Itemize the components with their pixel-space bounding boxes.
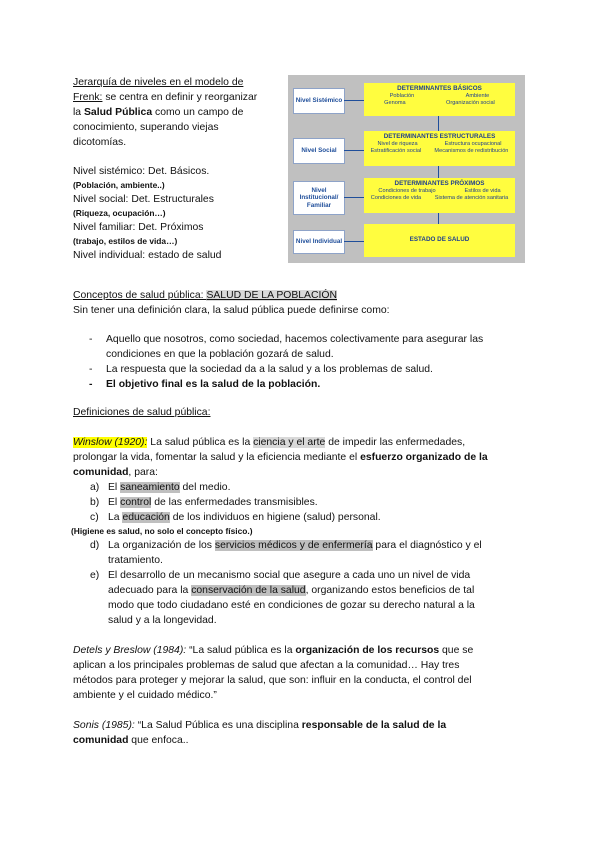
winslow-l2-pre: prolongar la vida, fomentar la salud y la eficiencia mediante el: [73, 452, 361, 463]
arrow-4: [344, 241, 364, 242]
item-line3: modo que todo ciudadano esté en condiciones de gozar su derecho natural a la: [108, 600, 475, 611]
winslow-item-d: [73, 538, 533, 568]
sonis-author: Sonis (1985):: [73, 720, 135, 731]
item-line1: El desarrollo de un mecanismo social que asegure a cada uno un nivel de vida: [108, 570, 471, 581]
item-label: a): [90, 482, 100, 493]
item-pre: adecuado para la: [108, 585, 192, 596]
sonis-line2: [73, 733, 533, 748]
item-label: d): [90, 540, 100, 551]
definiciones-section: [73, 405, 533, 748]
arrow-3: [344, 197, 364, 198]
sonis-line1: [73, 718, 533, 733]
item-ocupacional: Estructura ocupacional: [444, 140, 502, 147]
item-label: b): [90, 497, 100, 508]
intro-line3-pre: la: [73, 107, 84, 118]
intro-text: [73, 75, 283, 263]
diagram-level-sistemico: Nivel Sistémico: [293, 88, 345, 114]
detels-line2: aplican a los principales problemas de salud que afectan a la comunidad… Hay tres: [73, 660, 460, 671]
intro-line3: [73, 105, 283, 120]
winslow-line1: [73, 435, 533, 450]
diagram-level-social: Nivel Social: [293, 138, 345, 164]
detels-author: Detels y Breslow (1984):: [73, 645, 187, 656]
item-post: del medio.: [179, 482, 231, 493]
box-estado-salud: [364, 224, 515, 257]
item-pre: La organización de los: [108, 540, 215, 551]
detels-t1: “La salud pública es la: [186, 645, 296, 656]
conceptos-item: - Aquello que nosotros, como sociedad, hacemos colectivamente para asegurar las condiciones en que la población gozará de salud.: [71, 332, 533, 362]
item-line2: tratamiento.: [108, 555, 163, 566]
item-line4: salud y a la longevidad.: [108, 615, 217, 626]
box-estructurales: [364, 131, 515, 166]
box-basicos: [364, 83, 515, 116]
level-familiar-note: (trabajo, estilos de vida…): [73, 236, 178, 246]
level-familiar: Nivel familiar: Det. Próximos: [73, 222, 204, 233]
box-estado-title: ESTADO DE SALUD: [409, 236, 470, 243]
item-estilos: Estilos de vida: [464, 187, 501, 194]
winslow-l2-bold: esfuerzo organizado de la: [360, 452, 488, 463]
intro-line2: [73, 90, 283, 105]
conceptos-title-hl: SALUD DE LA POBLACIÓN: [206, 290, 337, 301]
conceptos-item: - El objetivo final es la salud de la población.: [71, 377, 533, 392]
item-estratificacion: Estratificación social: [370, 148, 422, 154]
detels-bold: organización de los recursos: [295, 645, 440, 656]
item-hl: control: [120, 497, 152, 508]
diagram-level-familiar: Nivel Institucional/ Familiar: [293, 181, 345, 215]
winslow-item-b: [73, 495, 533, 510]
arrow-v1: [438, 116, 439, 131]
intro-heading: Jerarquía de niveles en el modelo de: [73, 77, 244, 88]
winslow-hl1: ciencia y el arte: [253, 437, 326, 448]
winslow-l3-bold: comunidad: [73, 467, 129, 478]
winslow-line2: [73, 450, 533, 465]
conceptos-item: - La respuesta que la sociedad da a la salud y a los problemas de salud.: [71, 362, 533, 377]
item-pre: El: [108, 482, 121, 493]
detels-line4: ambiente y el cuidado médico.”: [73, 690, 217, 701]
conceptos-title: [73, 288, 533, 303]
level-individual: Nivel individual: estado de salud: [73, 250, 222, 261]
intro-salud-publica: Salud Pública: [83, 107, 153, 118]
winslow-author: Winslow (1920):: [73, 437, 148, 448]
item-redistribucion: Mecanismos de redistribución: [434, 148, 509, 154]
item-label: e): [90, 570, 100, 581]
sonis-bold2: comunidad: [73, 735, 129, 746]
item-hl: saneamiento: [120, 482, 180, 493]
item-post: de los individuos en higiene (salud) personal.: [169, 512, 381, 523]
winslow-t1: La salud pública es la: [147, 437, 254, 448]
item-pre: El: [108, 497, 121, 508]
item-atencion: Sistema de atención sanitaria: [434, 195, 509, 201]
detels-line1: [73, 643, 533, 658]
item-label: c): [90, 512, 99, 523]
box-estructurales-title: DETERMINANTES ESTRUCTURALES: [383, 133, 496, 140]
definiciones-title: Definiciones de salud pública:: [73, 407, 211, 418]
winslow-t2: de impedir las enfermedades,: [325, 437, 466, 448]
item-genoma: Genoma: [384, 100, 406, 106]
arrow-1: [344, 100, 364, 101]
sonis-t2: que enfoca..: [128, 735, 189, 746]
conceptos-intro: Sin tener una definición clara, la salud pública puede definirse como:: [73, 305, 390, 316]
box-basicos-title: DETERMINANTES BÁSICOS: [397, 85, 482, 92]
conceptos-title-text: Conceptos de salud pública:: [73, 290, 207, 301]
item-trabajo: Condiciones de trabajo: [378, 187, 436, 194]
item-post: para el diagnóstico y el: [372, 540, 482, 551]
detels-t2: que se: [439, 645, 474, 656]
arrow-2: [344, 150, 364, 151]
item-poblacion: Población: [389, 92, 415, 99]
intro-line5: dicotomías.: [73, 137, 127, 148]
frenk-label: Frenk:: [73, 92, 103, 103]
item-ambiente: Ambiente: [465, 92, 490, 99]
item-hl: conservación de la salud: [191, 585, 306, 596]
diagram-level-individual: Nivel Individual: [293, 230, 345, 254]
winslow-item-a: [73, 480, 533, 495]
level-social: Nivel social: Det. Estructurales: [73, 194, 214, 205]
winslow-note: (Higiene es salud, no solo el concepto físico.): [71, 526, 253, 536]
winslow-item-e: [73, 568, 533, 628]
winslow-line3: [73, 465, 533, 480]
arrow-v3: [438, 213, 439, 224]
box-proximos: [364, 178, 515, 213]
intro-line3-post: como un campo de: [152, 107, 244, 118]
arrow-v2: [438, 166, 439, 178]
item-organizacion: Organización social: [445, 100, 495, 106]
intro-line2-rest: se centra en definir y reorganizar: [102, 92, 258, 103]
box-proximos-title: DETERMINANTES PRÓXIMOS: [394, 180, 485, 187]
level-sistemico-note: (Población, ambiente..): [73, 180, 165, 190]
level-social-note: (Riqueza, ocupación…): [73, 208, 166, 218]
item-hl: servicios médicos y de enfermería: [214, 540, 373, 551]
item-pre: La: [108, 512, 123, 523]
sonis-bold1: responsable de la salud de la: [301, 720, 447, 731]
winslow-item-c: [73, 510, 533, 525]
level-sistemico: Nivel sistémico: Det. Básicos.: [73, 166, 210, 177]
intro-line4: conocimiento, superando viejas: [73, 122, 219, 133]
item-condiciones-vida: Condiciones de vida: [370, 195, 422, 201]
item-post: , organizando estos beneficios de tal: [305, 585, 475, 596]
item-post: de las enfermedades transmisibles.: [151, 497, 318, 508]
item-riqueza: Nivel de riqueza: [377, 140, 418, 147]
determinants-diagram: [288, 75, 525, 263]
detels-line3: métodos para proteger y mejorar la salud, que son: influir en la conducta, el control del: [73, 675, 472, 686]
conceptos-section: [73, 288, 533, 392]
item-hl: educación: [122, 512, 170, 523]
winslow-l3-post: , para:: [128, 467, 158, 478]
sonis-t1: “La Salud Pública es una disciplina: [134, 720, 302, 731]
